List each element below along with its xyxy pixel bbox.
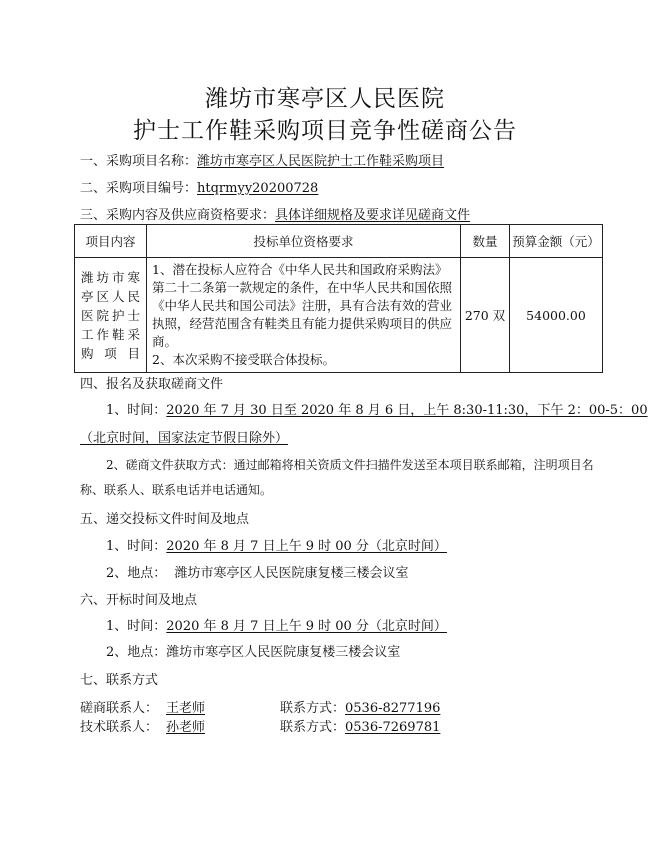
cell-budget: 54000.00 xyxy=(510,258,603,373)
section-2 xyxy=(80,177,318,196)
section-6-place-value: 潍坊市寒亭区人民医院康复楼三楼会议室 xyxy=(166,645,401,660)
section-3-label: 三、采购内容及供应商资格要求： xyxy=(80,208,276,223)
table-row xyxy=(75,258,603,373)
section-4-time xyxy=(106,399,648,418)
contact-2-phone xyxy=(280,716,440,735)
section-4-time-note: （北京时间，国家法定节假日除外） xyxy=(80,431,289,446)
header-requirements: 投标单位资格要求 xyxy=(147,225,461,258)
document-title-line2: 护士工作鞋采购项目竞争性磋商公告 xyxy=(133,118,517,144)
header-budget: 预算金额（元） xyxy=(510,225,603,258)
section-5-time-label: 1、时间： xyxy=(106,539,167,554)
section-5-time xyxy=(106,535,447,554)
contact-2-phone-value: 0536-7269781 xyxy=(345,720,441,735)
contact-1-phone-label: 联系方式： xyxy=(280,701,346,716)
section-5-place-value: 潍坊市寒亭区人民医院康复楼三楼会议室 xyxy=(174,566,409,581)
section-1 xyxy=(80,150,444,169)
section-5-place-label: 2、地点： xyxy=(106,566,167,581)
requirements-table xyxy=(74,224,603,373)
project-number: htqrmyy20200728 xyxy=(197,181,319,196)
contact-2 xyxy=(80,716,225,735)
section-4-heading: 四、报名及获取磋商文件 xyxy=(80,377,224,392)
section-6-heading: 六、开标时间及地点 xyxy=(80,593,198,608)
contact-1 xyxy=(80,697,225,716)
header-item: 项目内容 xyxy=(75,225,147,258)
document-title-line1: 潍坊市寒亭区人民医院 xyxy=(205,86,445,112)
section-3 xyxy=(80,204,470,223)
section-6-place xyxy=(106,641,400,660)
section-6-time-value: 2020 年 8 月 7 日上午 9 时 00 分（北京时间） xyxy=(166,619,447,634)
table-header-row xyxy=(75,225,603,258)
section-5-place xyxy=(106,562,409,581)
contact-2-phone-label: 联系方式： xyxy=(280,720,346,735)
requirement-1: 1、潜在投标人应符合《中华人民共和国政府采购法》第二十二条第一款规定的条件，在中华人民共和国依照《中华人民共和国公司法》注册，具有合法有效的营业执照，经营范围含有鞋类且有能力提供采购项目的供应商。 xyxy=(152,262,453,349)
cell-requirements xyxy=(147,258,461,373)
contact-1-phone-value: 0536-8277196 xyxy=(345,701,441,716)
section-6-place-label: 2、地点： xyxy=(106,645,167,660)
contact-1-name: 王老师 xyxy=(166,701,206,716)
header-quantity: 数量 xyxy=(461,225,510,258)
section-5-heading: 五、递交投标文件时间及地点 xyxy=(80,512,250,527)
contact-1-phone xyxy=(280,697,440,716)
section-4-method-line2: 称、联系人、联系电话并电话通知。 xyxy=(80,483,273,497)
requirements-note: 具体详细规格及要求详见磋商文件 xyxy=(275,208,471,223)
section-6-time xyxy=(106,615,447,634)
section-6-time-label: 1、时间： xyxy=(106,619,167,634)
section-4-method-line1: 2、磋商文件获取方式：通过邮箱将相关资质文件扫描件发送至本项目联系邮箱，注明项目名 xyxy=(106,458,594,472)
contact-2-name: 孙老师 xyxy=(166,720,206,735)
contact-1-label: 磋商联系人： xyxy=(80,701,159,716)
section-4-time-value: 2020 年 7 月 30 日至 2020 年 8 月 6 日，上午 8:30-11:30，下午 2：00-5：00 xyxy=(166,403,648,418)
project-name: 潍坊市寒亭区人民医院护士工作鞋采购项目 xyxy=(197,154,445,169)
section-7-heading: 七、联系方式 xyxy=(80,673,159,688)
section-1-label: 一、采购项目名称： xyxy=(80,154,198,169)
requirement-2: 2、本次采购不接受联合体投标。 xyxy=(152,352,335,367)
section-2-label: 二、采购项目编号： xyxy=(80,181,198,196)
contact-2-label: 技术联系人： xyxy=(80,720,159,735)
cell-quantity: 270 双 xyxy=(461,258,510,373)
cell-item: 潍坊市寒亭区人民医院护士工作鞋采购项目 xyxy=(75,258,147,373)
section-5-time-value: 2020 年 8 月 7 日上午 9 时 00 分（北京时间） xyxy=(166,539,447,554)
section-4-time-label: 1、时间： xyxy=(106,403,167,418)
